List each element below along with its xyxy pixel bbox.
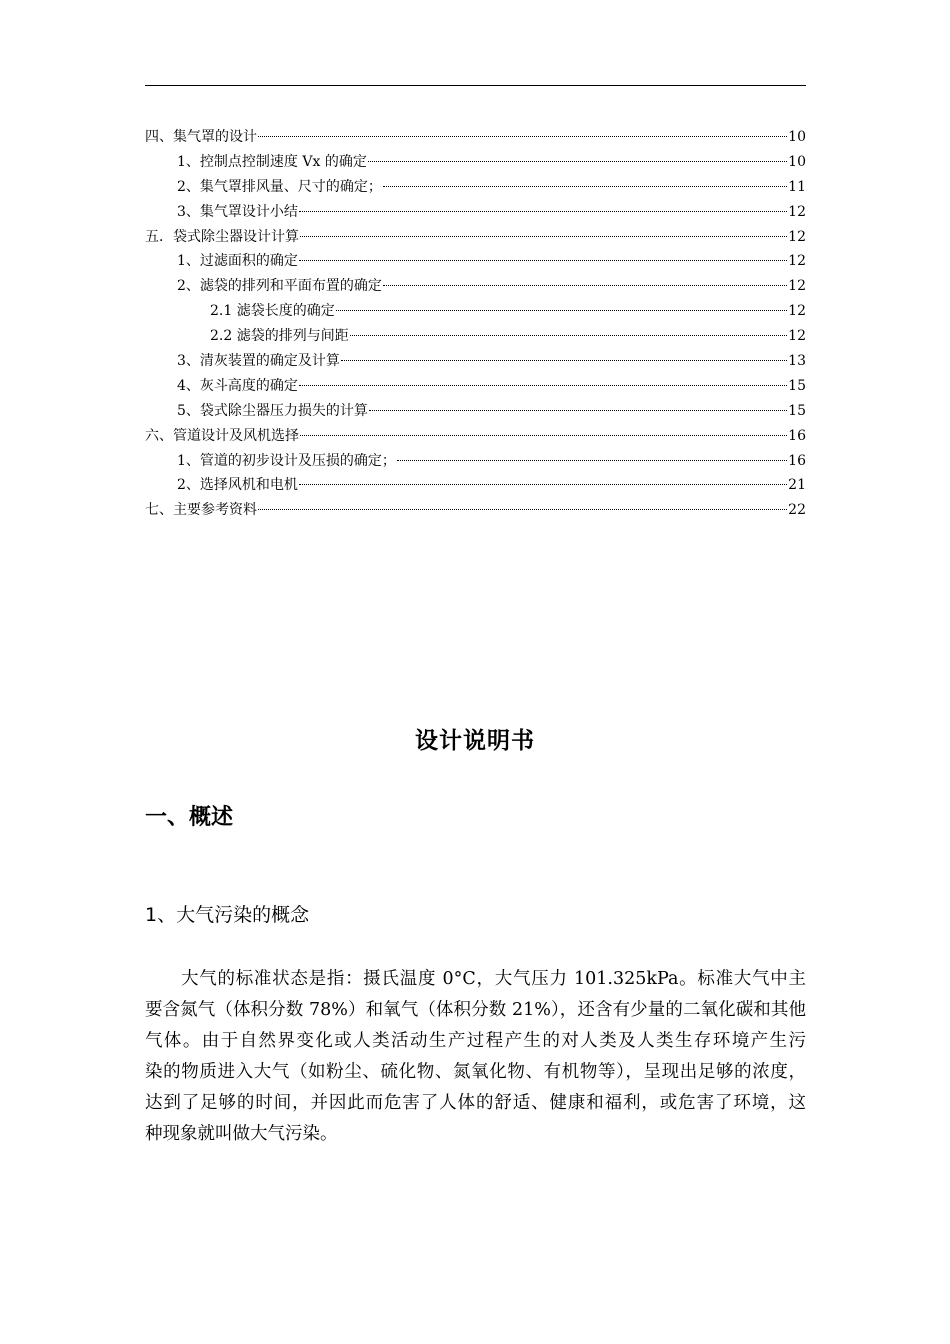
toc-page-number: 21 [788, 477, 806, 494]
document-title: 设计说明书 [415, 727, 535, 754]
toc-dot-leader [300, 435, 787, 436]
toc-dot-leader [336, 310, 787, 311]
toc-entry-title: 4、灰斗高度的确定 [177, 377, 298, 394]
toc-dot-leader [383, 186, 787, 187]
toc-entry[interactable] [145, 249, 806, 274]
toc-entry[interactable] [145, 498, 806, 523]
paragraph-line: 要含氮气（体积分数 78%）和氧气（体积分数 21%），还含有少量的二氧化碳和其他 [145, 1000, 806, 1020]
section-heading: 一、概述 [145, 805, 234, 830]
toc-dot-leader [397, 460, 787, 461]
toc-entry[interactable] [145, 274, 806, 299]
toc-entry-title: 2、集气罩排风量、尺寸的确定； [177, 178, 382, 195]
toc-page-number: 12 [788, 278, 806, 295]
toc-dot-leader [300, 236, 787, 237]
toc-entry-title: 1、管道的初步设计及压损的确定； [177, 452, 396, 469]
toc-entry[interactable] [145, 225, 806, 250]
toc-page-number: 15 [788, 377, 806, 394]
toc-entry-title: 五．袋式除尘器设计计算 [145, 228, 299, 245]
toc-entry[interactable] [145, 125, 806, 150]
toc-dot-leader [368, 161, 787, 162]
paragraph-line: 气体。由于自然界变化或人类活动生产过程产生的对人类及人类生存环境产生污 [145, 1031, 806, 1051]
table-of-contents [145, 125, 806, 523]
toc-entry[interactable] [145, 349, 806, 374]
toc-page-number: 16 [788, 452, 806, 469]
toc-dot-leader [258, 136, 787, 137]
toc-entry[interactable] [145, 175, 806, 200]
toc-entry-title: 2.2 滤袋的排列与间距 [210, 328, 349, 345]
toc-page-number: 12 [788, 328, 806, 345]
toc-dot-leader [258, 509, 787, 510]
paragraph-line: 种现象就叫做大气污染。 [145, 1124, 338, 1144]
toc-entry-title: 六、管道设计及风机选择 [145, 427, 299, 444]
toc-dot-leader [383, 285, 787, 286]
subsection-heading: 1、大气污染的概念 [145, 904, 310, 926]
toc-entry[interactable] [145, 150, 806, 175]
paragraph-line: 达到了足够的时间，并因此而危害了人体的舒适、健康和福利，或危害了环境，这 [145, 1093, 806, 1113]
toc-entry-title: 四、集气罩的设计 [145, 129, 257, 145]
toc-dot-leader [341, 360, 787, 361]
toc-entry-title: 3、集气罩设计小结 [177, 203, 298, 220]
toc-entry[interactable] [145, 473, 806, 498]
toc-dot-leader [299, 260, 787, 261]
toc-dot-leader [369, 410, 787, 411]
toc-page-number: 10 [788, 153, 806, 170]
toc-page-number: 12 [788, 303, 806, 320]
toc-entry[interactable] [145, 200, 806, 225]
toc-page-number: 12 [788, 253, 806, 270]
toc-page-number: 10 [788, 129, 806, 145]
toc-entry-title: 2、滤袋的排列和平面布置的确定 [177, 278, 382, 295]
toc-entry-title: 5、袋式除尘器压力损失的计算 [177, 402, 368, 419]
toc-dot-leader [299, 385, 787, 386]
toc-page-number: 22 [788, 502, 806, 519]
toc-entry-title: 1、过滤面积的确定 [177, 253, 298, 270]
toc-entry-title: 2、选择风机和电机 [177, 477, 298, 494]
toc-page-number: 12 [788, 203, 806, 220]
toc-dot-leader [299, 484, 787, 485]
toc-dot-leader [299, 211, 787, 212]
toc-page-number: 16 [788, 427, 806, 444]
toc-entry[interactable] [145, 324, 806, 349]
paragraph-line: 染的物质进入大气（如粉尘、硫化物、氮氧化物、有机物等），呈现出足够的浓度， [145, 1062, 806, 1082]
toc-entry[interactable] [145, 399, 806, 424]
toc-entry[interactable] [145, 449, 806, 474]
body-paragraph [145, 964, 806, 1150]
toc-page-number: 13 [788, 353, 806, 370]
toc-entry-title: 2.1 滤袋长度的确定 [210, 303, 335, 320]
toc-page-number: 15 [788, 402, 806, 419]
toc-entry-title: 3、清灰装置的确定及计算 [177, 353, 340, 370]
toc-entry[interactable] [145, 424, 806, 449]
toc-page-number: 11 [788, 178, 806, 195]
toc-entry-title: 1、控制点控制速度 Vx 的确定 [177, 153, 367, 170]
header-rule [145, 85, 806, 86]
toc-dot-leader [350, 335, 787, 336]
toc-page-number: 12 [788, 228, 806, 245]
paragraph-line: 大气的标准状态是指：摄氏温度 0°C，大气压力 101.325kPa。标准大气中主 [181, 969, 806, 989]
toc-entry[interactable] [145, 374, 806, 399]
toc-entry-title: 七、主要参考资料 [145, 502, 257, 519]
toc-entry[interactable] [145, 299, 806, 324]
